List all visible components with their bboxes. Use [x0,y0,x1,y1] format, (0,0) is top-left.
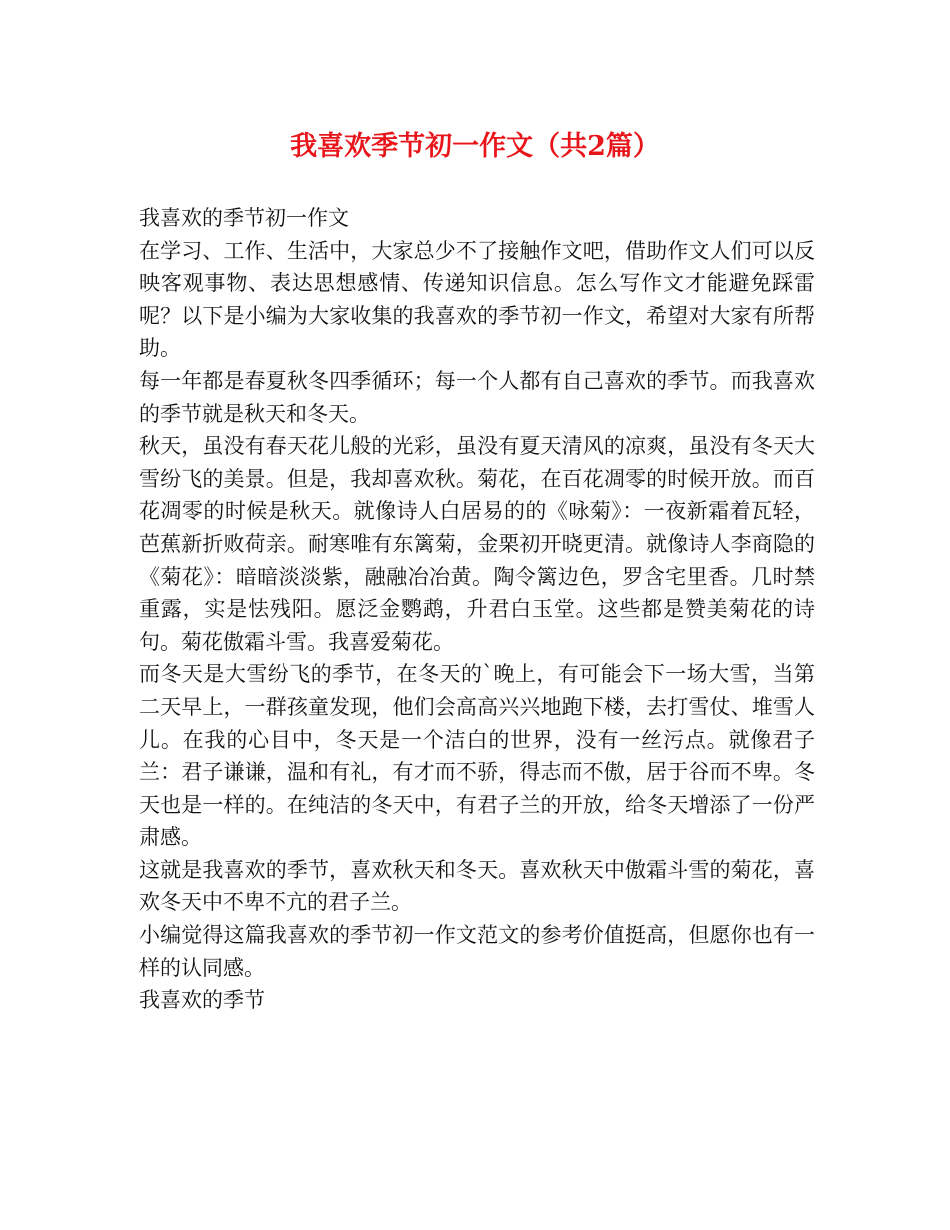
paragraph: 每一年都是春夏秋冬四季循环；每一个人都有自己喜欢的季节。而我喜欢的季节就是秋天和冬天。 [139,368,815,426]
paragraph: 而冬天是大雪纷飞的季节，在冬天的`晚上，有可能会下一场大雪，当第二天早上，一群孩童发现，他们会高高兴兴地跑下楼，去打雪仗、堆雪人儿。在我的心目中，冬天是一个洁白的世界，没有一丝污点。就像君子兰：君子谦谦，温和有礼，有才而不骄，得志而不傲，居于谷而不卑。冬天也是一样的。在纯洁的冬天中，有君子兰的开放，给冬天增添了一份严肃感。 [139,662,815,850]
paragraph: 我喜欢的季节 [139,988,265,1013]
paragraph: 小编觉得这篇我喜欢的季节初一作文范文的参考价值挺高，但愿你也有一样的认同感。 [139,923,815,980]
paragraph: 秋天，虽没有春天花儿般的光彩，虽没有夏天清风的凉爽，虽没有冬天大雪纷飞的美景。但是，我却喜欢秋。菊花，在百花凋零的时候开放。而百花凋零的时候是秋天。就像诗人白居易的的《咏菊》：一夜新霜着瓦轻，芭蕉新折败荷亲。耐寒唯有东篱菊，金栗初开晓更清。就像诗人李商隐的《菊花》：暗暗淡淡紫，融融冶冶黄。陶令篱边色，罗含宅里香。几时禁重露，实是怯残阳。愿泛金鹦鹉，升君白玉堂。这些都是赞美菊花的诗句。菊花傲霜斗雪。我喜爱菊花。 [139,434,815,654]
paragraph: 我喜欢的季节初一作文 [139,206,349,230]
paragraph: 这就是我喜欢的季节，喜欢秋天和冬天。喜欢秋天中傲霜斗雪的菊花，喜欢冬天中不卑不亢的君子兰。 [139,857,815,915]
document-title: 我喜欢季节初一作文（共2篇） [290,131,660,162]
document-body [139,202,815,1017]
paragraph: 在学习、工作、生活中，大家总少不了接触作文吧，借助作文人们可以反映客观事物、表达思想感情、传递知识信息。怎么写作文才能避免踩雷呢？以下是小编为大家收集的我喜欢的季节初一作文，希望对大家有所帮助。 [139,238,815,361]
